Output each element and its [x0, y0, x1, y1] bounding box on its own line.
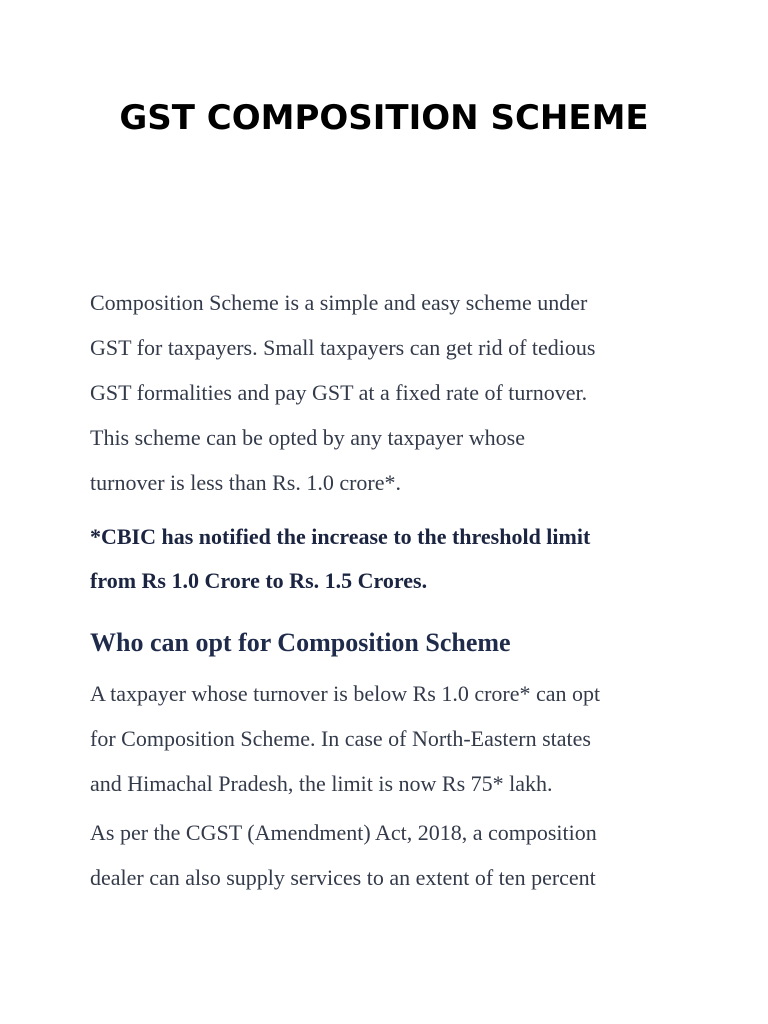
intro-line: turnover is less than Rs. 1.0 crore*. [90, 470, 401, 495]
amendment-line: dealer can also supply services to an extent of ten percent [90, 865, 596, 890]
eligibility-line: A taxpayer whose turnover is below Rs 1.0 crore* can opt [90, 681, 601, 706]
document-title: GST COMPOSITION SCHEME [119, 98, 649, 138]
amendment-line: As per the CGST (Amendment) Act, 2018, a composition [90, 820, 597, 845]
intro-line: Composition Scheme is a simple and easy scheme under [90, 290, 588, 315]
eligibility-line: for Composition Scheme. In case of North-Eastern states [90, 726, 591, 751]
eligibility-paragraph [90, 671, 690, 806]
threshold-note [90, 515, 690, 603]
intro-paragraph [90, 280, 690, 505]
intro-line: This scheme can be opted by any taxpayer whose [90, 425, 525, 450]
intro-line: GST formalities and pay GST at a fixed rate of turnover. [90, 380, 588, 405]
note-line: *CBIC has notified the increase to the threshold limit [90, 524, 591, 549]
document-body [90, 280, 690, 904]
intro-line: GST for taxpayers. Small taxpayers can get rid of tedious [90, 335, 596, 360]
section-heading: Who can opt for Composition Scheme [90, 628, 511, 657]
amendment-paragraph [90, 810, 690, 900]
eligibility-line: and Himachal Pradesh, the limit is now Rs 75* lakh. [90, 771, 553, 796]
note-line: from Rs 1.0 Crore to Rs. 1.5 Crores. [90, 568, 428, 593]
